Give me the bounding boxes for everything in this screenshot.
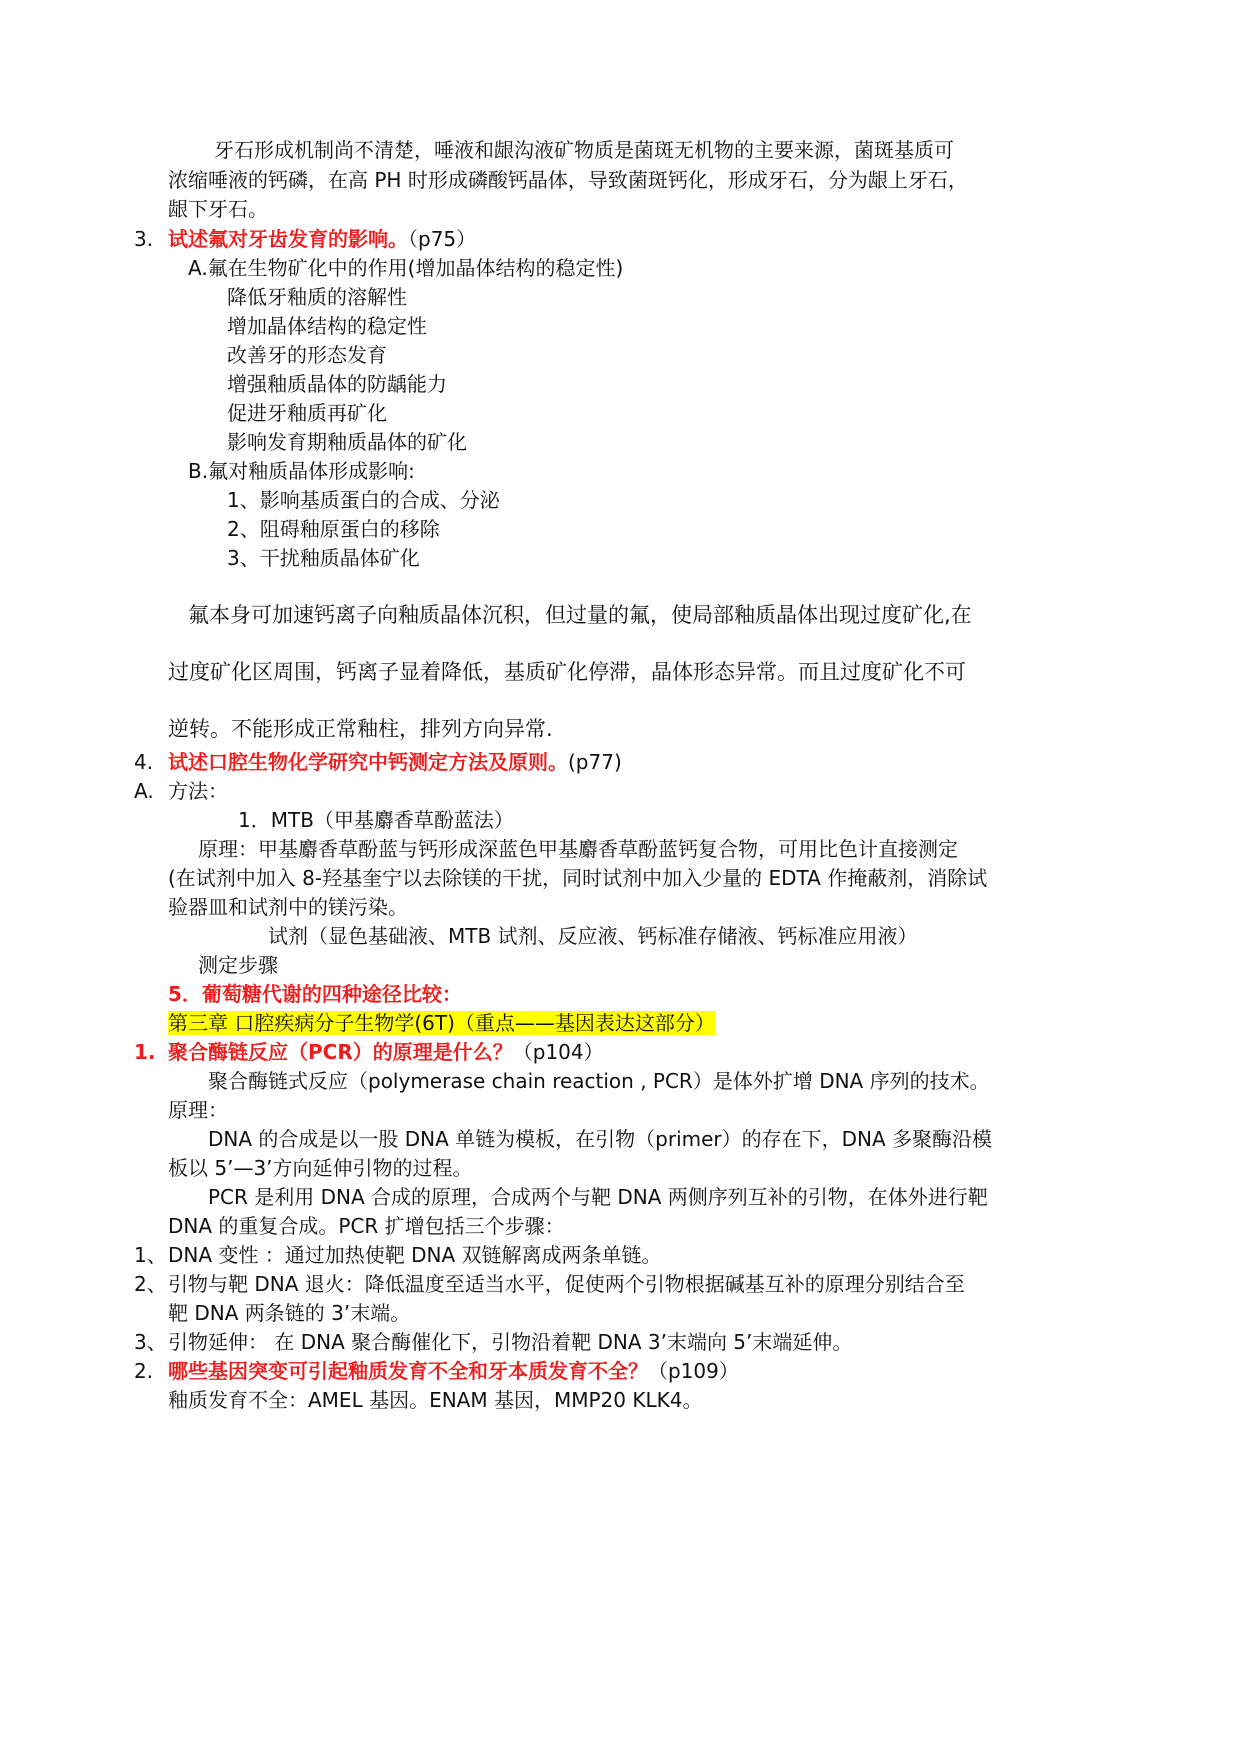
q4-ref: (p77) <box>568 750 622 774</box>
q3-heading <box>168 225 476 253</box>
q4-heading <box>168 748 622 776</box>
q3-title: 试述氟对牙齿发育的影响。 <box>168 227 408 251</box>
pcr-step-2-line-2: 靶 DNA 两条链的 3’末端。 <box>168 1301 411 1325</box>
q5-title: 5．葡萄糖代谢的四种途径比较： <box>168 982 462 1006</box>
q4-a-number: A. <box>134 779 154 803</box>
pcr-dna-line-2: 板以 5’—3’方向延伸引物的过程。 <box>168 1156 473 1180</box>
q4-reagent: 试剂（显色基础液、MTB 试剂、反应液、钙标准存储液、钙标准应用液） <box>268 924 918 948</box>
q3-para-line-3: 逆转。不能形成正常釉柱，排列方向异常. <box>168 717 553 741</box>
q4-steps: 测定步骤 <box>198 953 278 977</box>
pcr-step-2-line-1: 引物与靶 DNA 退火：降低温度至适当水平，促使两个引物根据碱基互补的原理分别结合至 <box>168 1272 965 1296</box>
chapter-heading <box>168 1009 715 1037</box>
q2-answer: 釉质发育不全：AMEL 基因。ENAM 基因，MMP20 KLK4。 <box>168 1388 703 1412</box>
pcr-heading <box>168 1038 604 1066</box>
pcr-ref: （p104） <box>512 1040 604 1064</box>
q4-principle-line-1: 原理：甲基麝香草酚蓝与钙形成深蓝色甲基麝香草酚蓝钙复合物，可用比色计直接测定 <box>198 837 958 861</box>
chapter-title: 第三章 口腔疾病分子生物学(6T)（重点——基因表达这部分） <box>168 1011 715 1035</box>
q3-a-item: 促进牙釉质再矿化 <box>227 401 387 425</box>
q3-number: 3. <box>134 227 154 251</box>
q3-a-item: 增强釉质晶体的防龋能力 <box>227 372 447 396</box>
pcr-dna-line-1: DNA 的合成是以一股 DNA 单链为模板，在引物（primer）的存在下，DNA 多聚酶沿模 <box>208 1127 993 1151</box>
pcr-step-3-number: 3、 <box>134 1330 167 1354</box>
q3-a-item: 改善牙的形态发育 <box>227 343 387 367</box>
intro-line-1: 牙石形成机制尚不清楚，唾液和龈沟液矿物质是菌斑无机物的主要来源，菌斑基质可 <box>214 138 954 162</box>
pcr-principle-label: 原理： <box>168 1098 228 1122</box>
pcr-line-2: DNA 的重复合成。PCR 扩增包括三个步骤： <box>168 1214 565 1238</box>
q3-b-heading: B.氟对釉质晶体形成影响: <box>188 459 415 483</box>
q4-mtb: 1．MTB（甲基麝香草酚蓝法） <box>238 808 514 832</box>
intro-line-3: 龈下牙石。 <box>168 197 268 221</box>
q4-principle-line-2: (在试剂中加入 8-羟基奎宁以去除镁的干扰，同时试剂中加入少量的 EDTA 作掩蔽剂，消除试 <box>168 866 988 890</box>
q3-para-line-1: 氟本身可加速钙离子向釉质晶体沉积，但过量的氟，使局部釉质晶体出现过度矿化,在 <box>188 603 972 627</box>
pcr-step-1-number: 1、 <box>134 1243 167 1267</box>
pcr-line-1: PCR 是利用 DNA 合成的原理，合成两个与靶 DNA 两侧序列互补的引物，在体外进行靶 <box>208 1185 988 1209</box>
pcr-title: 聚合酶链反应（PCR）的原理是什么？ <box>168 1040 513 1064</box>
q2-ref: （p109） <box>648 1359 739 1383</box>
pcr-number: 1. <box>134 1040 156 1064</box>
q3-b-item: 2、阻碍釉原蛋白的移除 <box>227 517 440 541</box>
q2-title: 哪些基因突变可引起釉质发育不全和牙本质发育不全？ <box>168 1359 648 1383</box>
pcr-step-3: 引物延伸： 在 DNA 聚合酶催化下，引物沿着靶 DNA 3’末端向 5’末端延伸。 <box>168 1330 853 1354</box>
pcr-definition: 聚合酶链式反应（polymerase chain reaction , PCR）是体外扩增 DNA 序列的技术。 <box>208 1069 990 1093</box>
q2-heading <box>168 1357 739 1385</box>
q3-a-item: 增加晶体结构的稳定性 <box>227 314 427 338</box>
q3-ref: （p75） <box>408 227 477 251</box>
pcr-step-2-number: 2、 <box>134 1272 167 1296</box>
q4-principle-line-3: 验器皿和试剂中的镁污染。 <box>168 895 408 919</box>
q4-a-label: 方法： <box>168 779 228 803</box>
q3-a-item: 影响发育期釉质晶体的矿化 <box>227 430 467 454</box>
q3-para-line-2: 过度矿化区周围，钙离子显着降低，基质矿化停滞，晶体形态异常。而且过度矿化不可 <box>168 660 966 684</box>
q4-number: 4. <box>134 750 154 774</box>
pcr-step-1: DNA 变性 ：通过加热使靶 DNA 双链解离成两条单链。 <box>168 1243 662 1267</box>
q3-a-heading: A.氟在生物矿化中的作用(增加晶体结构的稳定性) <box>188 256 624 280</box>
q4-title: 试述口腔生物化学研究中钙测定方法及原则。 <box>168 750 568 774</box>
q2-number: 2. <box>134 1359 154 1383</box>
intro-line-2: 浓缩唾液的钙磷，在高 PH 时形成磷酸钙晶体，导致菌斑钙化，形成牙石，分为龈上牙石， <box>168 168 968 192</box>
q3-a-item: 降低牙釉质的溶解性 <box>227 285 407 309</box>
q3-b-item: 1、影响基质蛋白的合成、分泌 <box>227 488 500 512</box>
q3-b-item: 3、干扰釉质晶体矿化 <box>227 546 420 570</box>
